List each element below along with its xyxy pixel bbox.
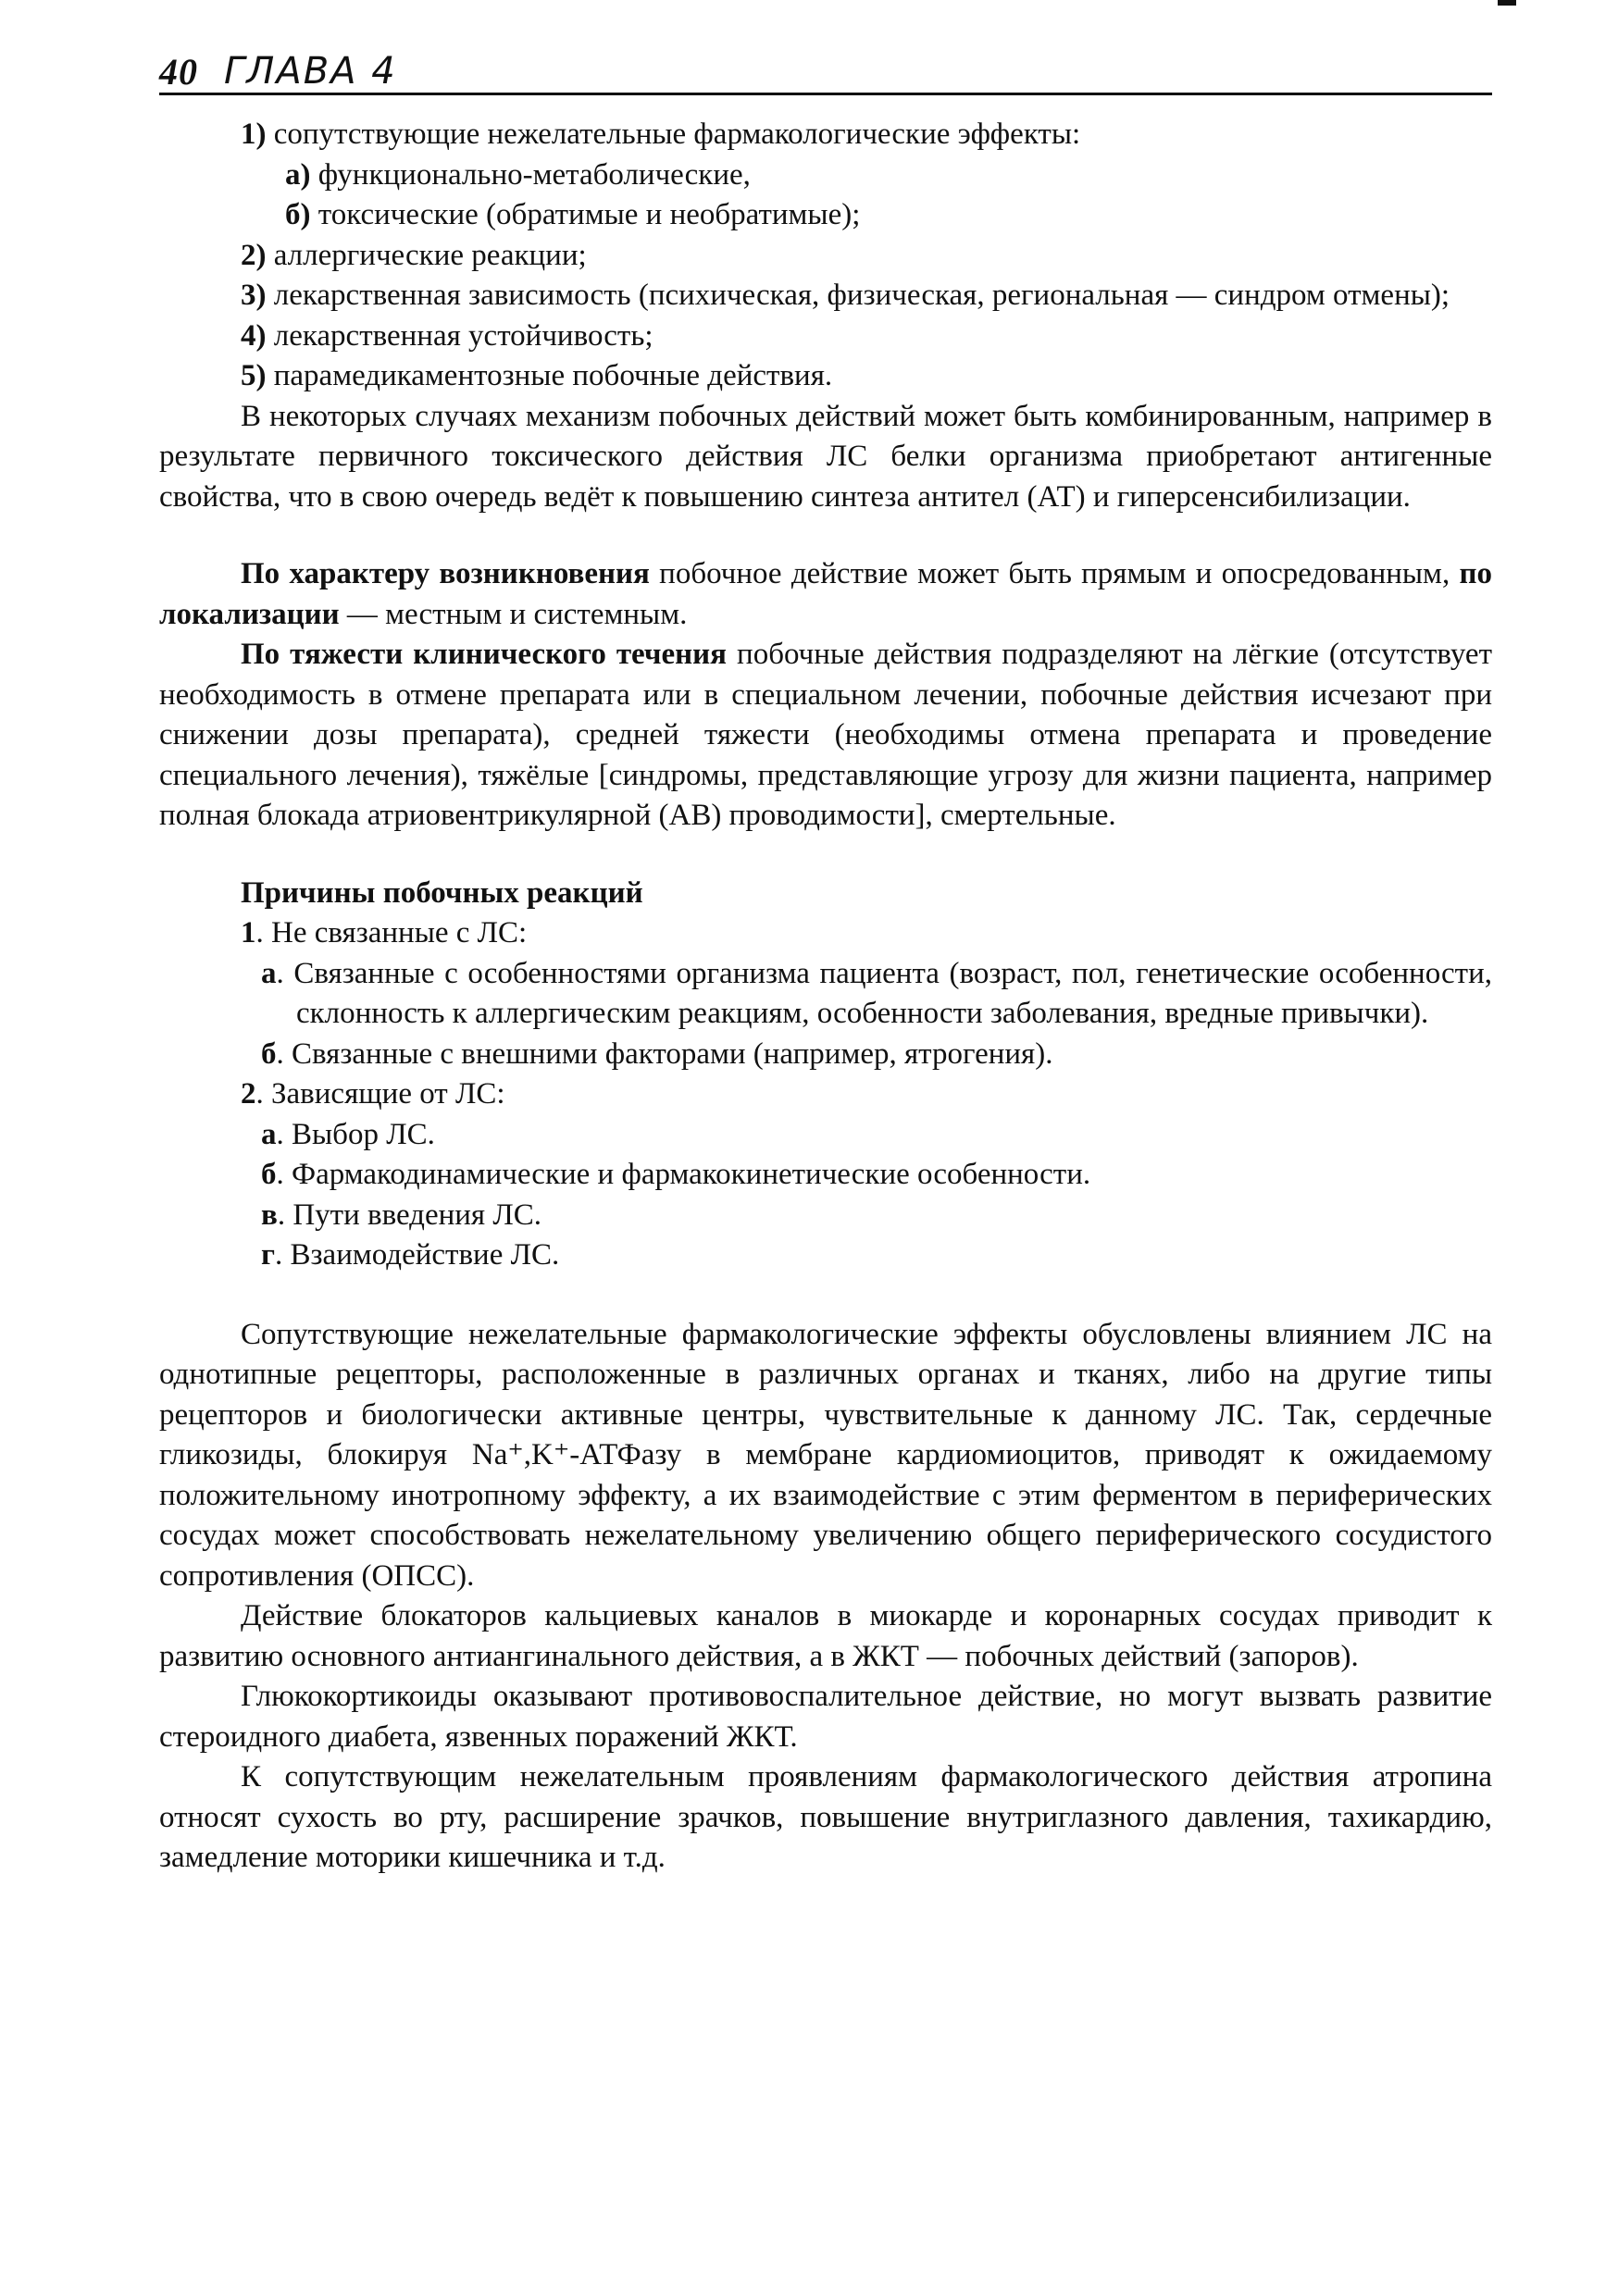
list-item: 1. Не связанные с ЛС: bbox=[241, 916, 528, 949]
list-item: 3) лекарственная зависимость (психическая, физическая, региональная — синдром отмены); bbox=[241, 279, 1450, 312]
paragraph-glucocorticoids: Глюкокортикоиды оказывают противовоспалительное действие, но могут вызвать развитие стероидного диабета, язвенных поражений ЖКТ. bbox=[159, 1680, 1492, 1754]
list-item: а. Связанные с особенностями организма пациента (возраст, пол, генетические особенности, склонность к аллергическим реакциям, особенности заболевания, вредные привычки). bbox=[261, 956, 1492, 1030]
list-item: б. Связанные с внешними факторами (например, ятрогения). bbox=[261, 1036, 1053, 1071]
paragraph-origin: По характеру возникновения побочное действие может быть прямым и опосредованным, по локализации — местным и системным. bbox=[159, 557, 1492, 631]
paragraph-side-effects: Сопутствующие нежелательные фармакологические эффекты обусловлены влиянием ЛС на однотипные рецепторы, расположенные в различных органах и тканях, либо на другие типы рецепторов и биологически активные центры, чувствительные к данному ЛС. Так, сердечные гликозиды, блокируя Na⁺,K⁺-АТФазу в мембране кардиомиоцитов, приводят к ожидаемому положительному инотропному эффекту, а их взаимодействие с этим ферментом в периферических сосудах может способствовать нежелательному увеличению общего периферического сосудистого сопротивления (ОПСС). bbox=[159, 1317, 1492, 1593]
list-item: 4) лекарственная устойчивость; bbox=[241, 318, 653, 353]
list-item: а. Выбор ЛС. bbox=[261, 1117, 435, 1151]
paragraph-mechanism: В некоторых случаях механизм побочных действий может быть комбинированным, например в результате первичного токсического действия ЛС белки организма приобретают антигенные свойства, что в свою очередь ведёт к повышению синтеза антител (АТ) и гиперсенсибилизации. bbox=[159, 399, 1492, 514]
paragraph-atropine: К сопутствующим нежелательным проявлениям фармакологического действия атропина относят сухость во рту, расширение зрачков, повышение внутриглазного давления, тахикардию, замедление моторики кишечника и т.д. bbox=[159, 1760, 1492, 1874]
paragraph-severity: По тяжести клинического течения побочные действия подразделяют на лёгкие (отсутствует необходимость в отмене препарата или в специальном лечении, побочные действия исчезают при снижении дозы препарата), средней тяжести (необходимы отмена препарата и проведение специального лечения), тяжёлые [синдромы, представляющие угрозу для жизни пациента, например полная блокада атриовентрикулярной (АВ) проводимости], смертельные. bbox=[159, 638, 1492, 832]
running-header bbox=[159, 46, 1492, 95]
list-item: а) функционально-метаболические, bbox=[285, 157, 751, 192]
scan-mark bbox=[1498, 0, 1516, 6]
list-item: в. Пути введения ЛС. bbox=[261, 1198, 542, 1232]
list-item: 2) аллергические реакции; bbox=[241, 238, 587, 272]
section-heading: Причины побочных реакций bbox=[241, 875, 643, 910]
paragraph-calcium-blockers: Действие блокаторов кальциевых каналов в миокарде и коронарных сосудах приводит к развитию основного антиангинального действия, а в ЖКТ — побочных действий (запоров). bbox=[159, 1599, 1492, 1673]
list-item: 1) сопутствующие нежелательные фармакологические эффекты: bbox=[241, 118, 1081, 151]
page-content bbox=[159, 115, 1492, 1879]
page-number: 40 bbox=[159, 51, 198, 93]
list-item: г. Взаимодействие ЛС. bbox=[261, 1238, 560, 1272]
chapter-title: ГЛАВА 4 bbox=[224, 50, 397, 93]
list-item: б) токсические (обратимые и необратимые); bbox=[285, 198, 861, 231]
list-item: 5) парамедикаментозные побочные действия. bbox=[241, 359, 833, 392]
list-item: б. Фармакодинамические и фармакокинетические особенности. bbox=[261, 1158, 1091, 1191]
list-item: 2. Зависящие от ЛС: bbox=[241, 1077, 505, 1111]
